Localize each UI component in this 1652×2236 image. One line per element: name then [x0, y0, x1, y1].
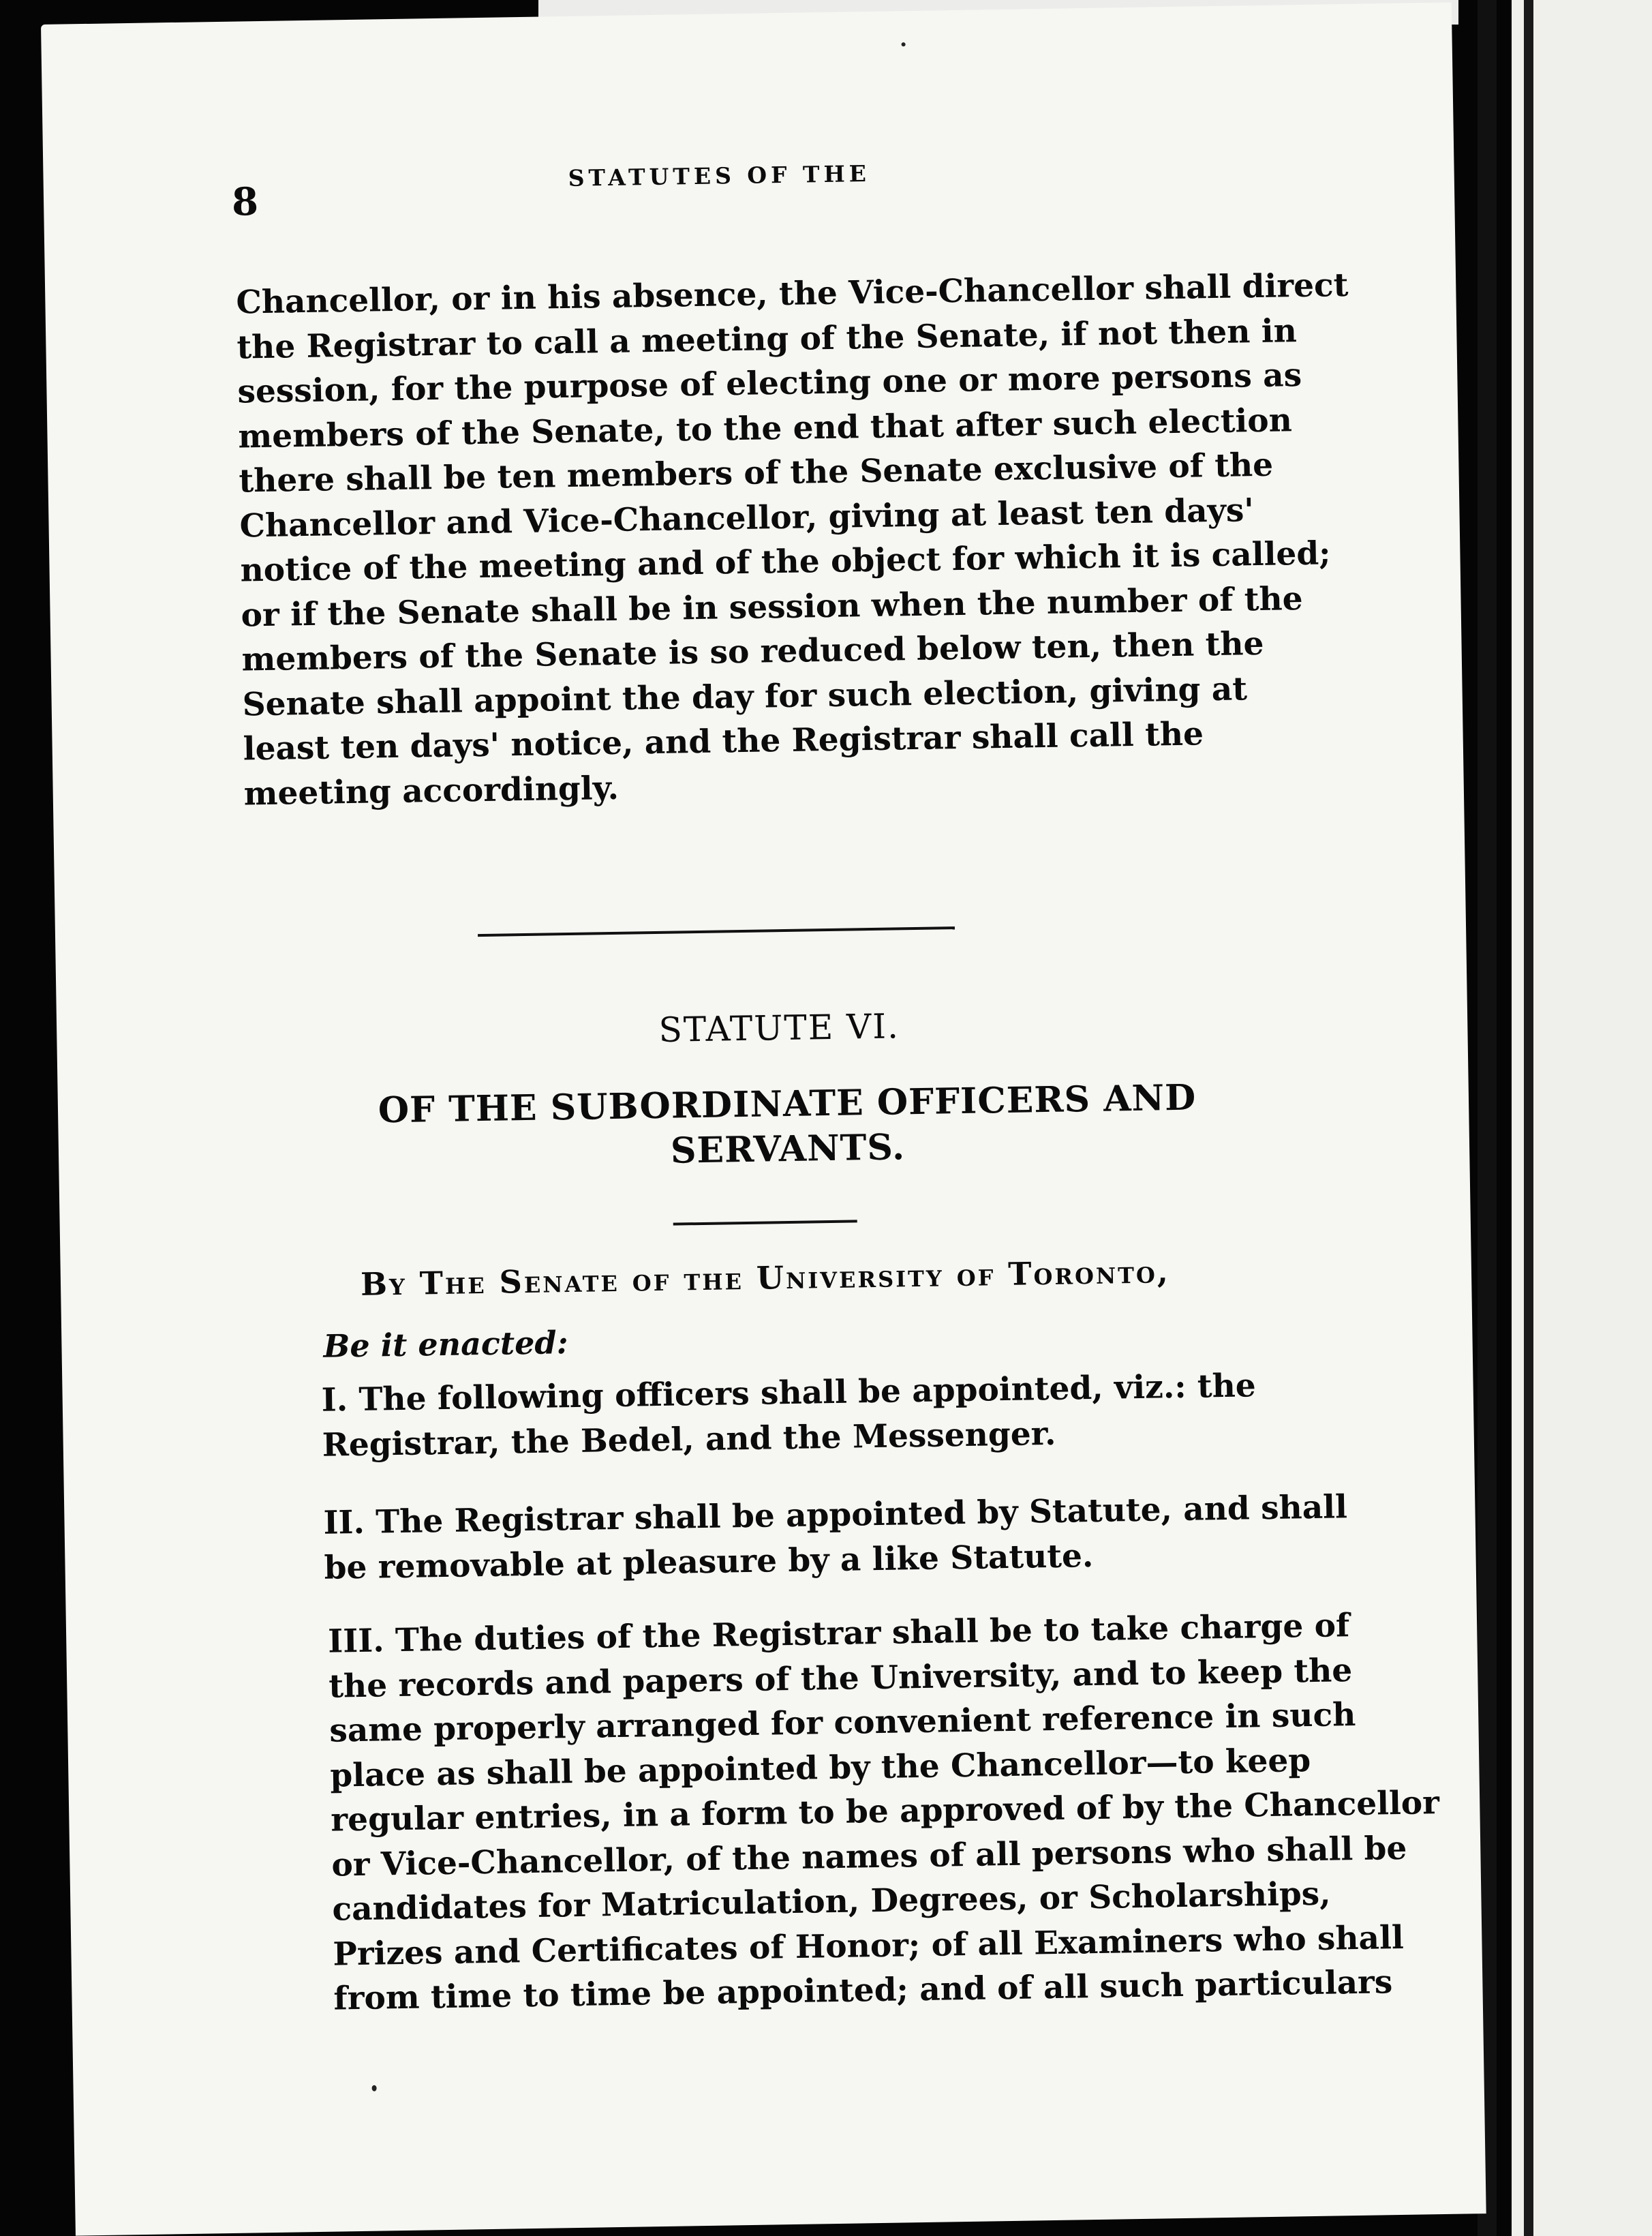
text-line: members of the Senate, to the end that after such election: [238, 401, 1293, 456]
text-line: least ten days' notice, and the Registrar shall call the: [243, 715, 1204, 768]
statute-title-line: OF THE SUBORDINATE OFFICERS AND: [378, 1076, 1197, 1132]
text-line: place as shall be appointed by the Chancellor—to keep: [329, 1741, 1311, 1795]
text-line: session, for the purpose of electing one or more persons as: [237, 357, 1302, 411]
ink-speck: [902, 42, 906, 46]
text-line: the records and papers of the University, and to keep the: [328, 1651, 1353, 1706]
text-line: Registrar, the Bedel, and the Messenger.: [322, 1415, 1056, 1464]
section-iii: [327, 1605, 1440, 2021]
text-line: there shall be ten members of the Senate exclusive of the: [239, 446, 1274, 500]
text-line: or Vice-Chancellor, of the names of all persons who shall be: [331, 1829, 1407, 1884]
book-page: [41, 2, 1486, 2235]
statute-title-line: SERVANTS.: [670, 1126, 906, 1172]
text-line: or if the Senate shall be in session when the number of the: [241, 579, 1303, 634]
text-line: the Registrar to call a meeting of the Senate, if not then in: [236, 312, 1298, 367]
adjacent-page-shadow: [1524, 0, 1533, 2236]
text-line: from time to time be appointed; and of all such particulars: [333, 1963, 1393, 2018]
text-line: notice of the meeting and of the object for which it is called;: [240, 534, 1331, 590]
statute-number: STATUTE VI.: [658, 1006, 900, 1050]
statute-title: [337, 1075, 1238, 1179]
page-content: [41, 2, 1486, 2235]
page-number: 8: [231, 179, 259, 225]
ink-speck: [372, 2085, 377, 2091]
text-line: II. The Registrar shall be appointed by Statute, and shall: [323, 1488, 1348, 1542]
enacting-authority: By The Senate of the University of Toronto,: [360, 1253, 1171, 1303]
text-line: regular entries, in a form to be approved of by the Chancellor: [330, 1784, 1440, 1839]
title-divider-rule: [673, 1220, 857, 1225]
text-line: same properly arranged for convenient reference in such: [328, 1696, 1356, 1750]
text-line: be removable at pleasure by a like Statute.: [324, 1537, 1094, 1587]
continuation-paragraph: [236, 266, 1349, 817]
text-line: Prizes and Certificates of Honor; of all Examiners who shall: [333, 1918, 1405, 1974]
text-line: III. The duties of the Registrar shall be to take charge of: [327, 1607, 1350, 1661]
text-line: members of the Senate is so reduced below ten, then the: [241, 624, 1264, 679]
text-line: Senate shall appoint the day for such election, giving at: [242, 669, 1248, 723]
running-head: STATUTES OF THE: [568, 160, 871, 192]
text-line: candidates for Matriculation, Degrees, or Scholarships,: [332, 1875, 1331, 1929]
enacting-clause: Be it enacted:: [323, 1324, 568, 1365]
text-line: I. The following officers shall be appointed, viz.: the: [321, 1367, 1257, 1419]
text-line: meeting accordingly.: [243, 769, 620, 813]
section-i: [321, 1363, 1257, 1467]
text-line: Chancellor and Vice-Chancellor, giving at least ten days': [239, 491, 1255, 545]
section-ii: [323, 1486, 1348, 1590]
section-divider-rule: [478, 926, 955, 937]
text-line: Chancellor, or in his absence, the Vice-Chancellor shall direct: [236, 266, 1349, 322]
